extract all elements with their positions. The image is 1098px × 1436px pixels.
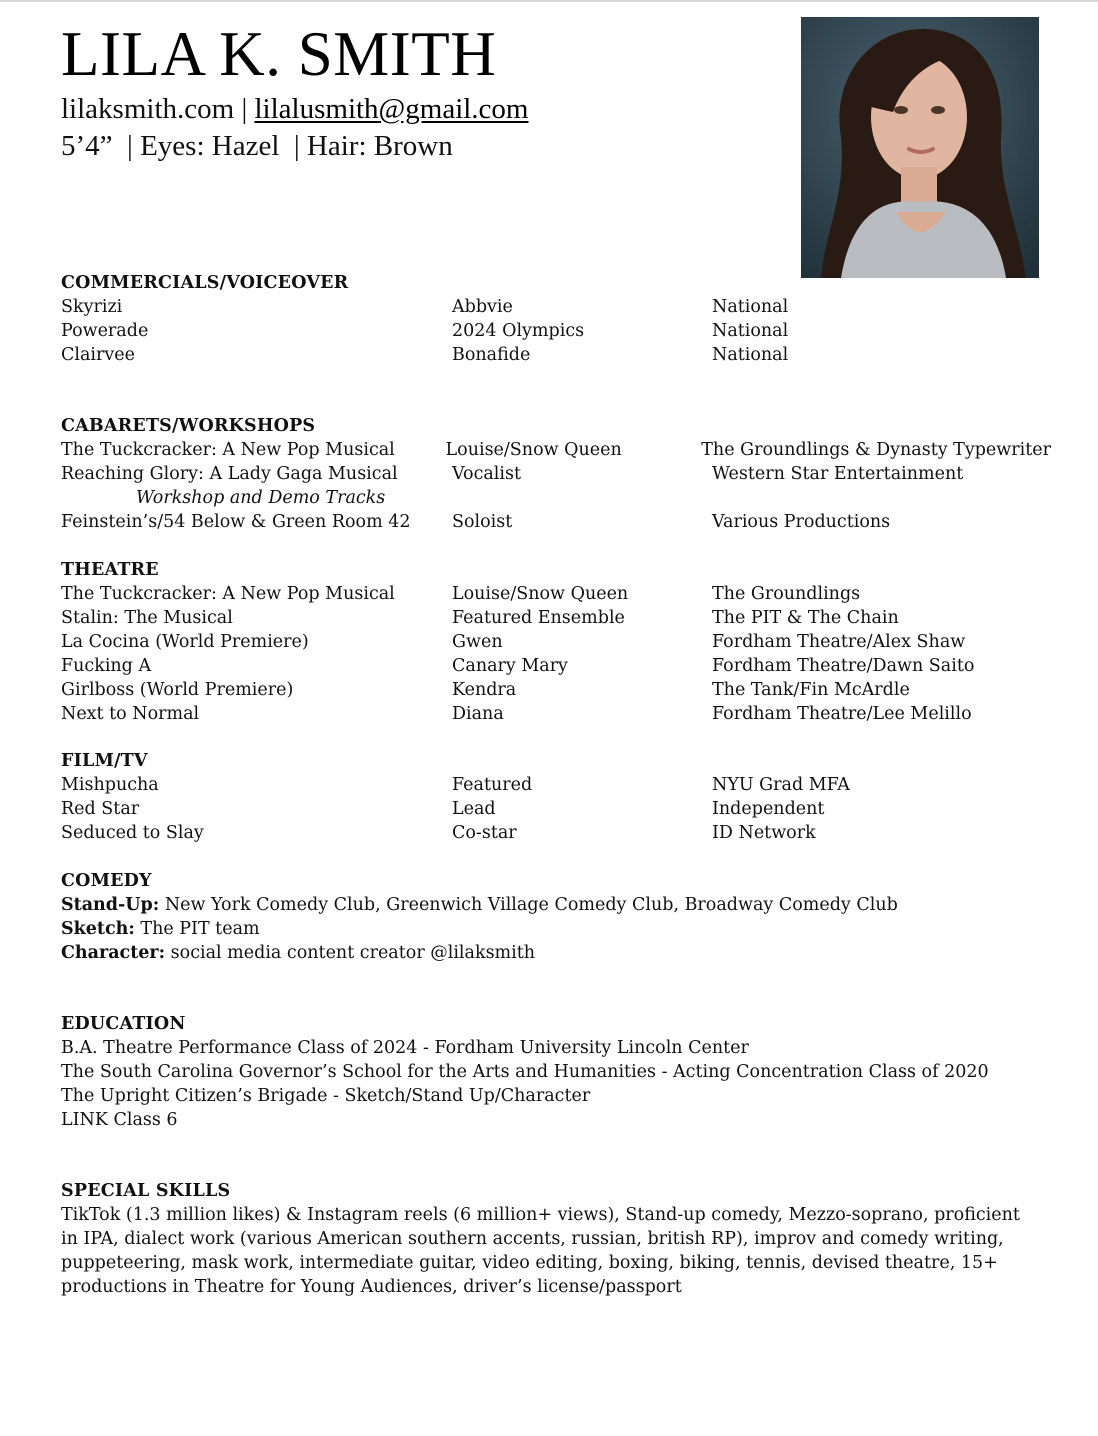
table-row — [61, 702, 1051, 726]
credit-title: Seduced to Slay — [61, 823, 204, 843]
headshot-photo — [801, 17, 1039, 278]
credit-title: Girlboss (World Premiere) — [61, 680, 294, 700]
comedy-item — [61, 941, 1051, 965]
credit-role: Bonafide — [452, 345, 531, 365]
commercials-heading: COMMERCIALS/VOICEOVER — [61, 273, 349, 293]
table-row — [61, 821, 1051, 845]
credit-company: NYU Grad MFA — [712, 775, 850, 795]
credit-title: La Cocina (World Premiere) — [61, 632, 309, 652]
cabarets-section — [61, 414, 1051, 534]
table-row — [61, 462, 1051, 486]
credit-role: Featured — [452, 775, 533, 795]
contact-line — [61, 92, 529, 126]
credit-title: The Tuckcracker: A New Pop Musical — [61, 584, 395, 604]
education-section — [61, 1012, 1051, 1132]
credit-title: Red Star — [61, 799, 140, 819]
credit-title: Powerade — [61, 321, 149, 341]
theatre-section — [61, 558, 1051, 726]
comedy-label: Character: — [61, 943, 166, 963]
comedy-text: New York Comedy Club, Greenwich Village Comedy Club, Broadway Comedy Club — [159, 895, 898, 915]
credit-role: Louise/Snow Queen — [445, 440, 622, 460]
credit-title: Clairvee — [61, 345, 135, 365]
cabarets-heading: CABARETS/WORKSHOPS — [61, 416, 316, 436]
film-section — [61, 749, 1051, 845]
skills-text: TikTok (1.3 million likes) & Instagram reels (6 million+ views), Stand-up comedy, Mezzo-soprano, proficient in IPA, dialect work (various American southern accents, russian, british RP), improv and comedy writing, puppeteering, mask work, intermediate guitar, video editing, boxing, biking, tennis, devised theatre, 15+ productions in Theatre for Young Audiences, driver’s license/passport — [61, 1205, 1020, 1297]
table-row — [61, 654, 1051, 678]
education-line: LINK Class 6 — [61, 1110, 178, 1130]
credit-role: 2024 Olympics — [452, 321, 585, 341]
headshot-image — [801, 17, 1039, 278]
credit-company: Fordham Theatre/Alex Shaw — [712, 632, 966, 652]
credit-company: Fordham Theatre/Dawn Saito — [712, 656, 975, 676]
credit-company: National — [712, 297, 789, 317]
table-row — [61, 319, 1051, 343]
table-row — [61, 295, 1051, 319]
education-line: The South Carolina Governor’s School for the Arts and Humanities - Acting Concentration Class of 2020 — [61, 1062, 989, 1082]
top-divider — [0, 0, 1098, 2]
credit-company: National — [712, 345, 789, 365]
email-link[interactable]: lilalusmith@gmail.com — [254, 93, 529, 125]
comedy-text: The PIT team — [134, 919, 260, 939]
table-row — [61, 773, 1051, 797]
theatre-heading: THEATRE — [61, 560, 159, 580]
credit-title: Reaching Glory: A Lady Gaga Musical — [61, 464, 398, 484]
skills-heading: SPECIAL SKILLS — [61, 1181, 231, 1201]
credit-role: Lead — [452, 799, 496, 819]
credit-company: Various Productions — [712, 512, 891, 532]
credit-company: The Groundlings & Dynasty Typewriter — [701, 440, 1051, 460]
credit-role: Diana — [452, 704, 504, 724]
credit-role: Featured Ensemble — [452, 608, 625, 628]
commercials-section — [61, 271, 1051, 367]
film-heading: FILM/TV — [61, 751, 148, 771]
credit-title: Skyrizi — [61, 297, 123, 317]
physical-stats: 5’4” | Eyes: Hazel | Hair: Brown — [61, 130, 453, 162]
comedy-label: Stand-Up: — [61, 895, 160, 915]
credit-company: The Groundlings — [712, 584, 861, 604]
credit-role: Louise/Snow Queen — [452, 584, 629, 604]
credit-company: National — [712, 321, 789, 341]
credit-title: The Tuckcracker: A New Pop Musical — [61, 440, 395, 460]
credit-title: Feinstein’s/54 Below & Green Room 42 — [61, 512, 411, 532]
comedy-section — [61, 869, 1051, 965]
contact-separator: | — [234, 93, 255, 125]
credit-title: Next to Normal — [61, 704, 200, 724]
comedy-text: social media content creator @lilaksmith — [165, 943, 536, 963]
credit-role: Soloist — [452, 512, 513, 532]
credit-company: ID Network — [712, 823, 816, 843]
credit-company: Western Star Entertainment — [712, 464, 964, 484]
credit-company: The Tank/Fin McArdle — [712, 680, 910, 700]
education-line: The Upright Citizen’s Brigade - Sketch/Stand Up/Character — [61, 1086, 591, 1106]
table-row — [61, 510, 1051, 534]
comedy-item — [61, 893, 1051, 917]
education-line: B.A. Theatre Performance Class of 2024 - Fordham University Lincoln Center — [61, 1038, 749, 1058]
actor-name: LILA K. SMITH — [61, 19, 497, 89]
credit-title: Stalin: The Musical — [61, 608, 233, 628]
credit-role: Co-star — [452, 823, 517, 843]
table-row — [61, 438, 1051, 462]
comedy-item — [61, 917, 1051, 941]
credit-title: Fucking A — [61, 656, 152, 676]
credit-note: Workshop and Demo Tracks — [136, 488, 386, 508]
table-row — [61, 678, 1051, 702]
comedy-label: Sketch: — [61, 919, 135, 939]
skills-section — [61, 1179, 1051, 1299]
table-row — [61, 630, 1051, 654]
credit-company: The PIT & The Chain — [712, 608, 899, 628]
table-row — [61, 797, 1051, 821]
table-row — [61, 606, 1051, 630]
credit-title: Mishpucha — [61, 775, 159, 795]
table-row — [61, 582, 1051, 606]
website-text: lilaksmith.com — [61, 93, 235, 125]
comedy-heading: COMEDY — [61, 871, 152, 891]
credit-company: Independent — [712, 799, 825, 819]
table-row-note — [61, 486, 1051, 510]
table-row — [61, 343, 1051, 367]
credit-role: Vocalist — [452, 464, 522, 484]
education-heading: EDUCATION — [61, 1014, 186, 1034]
credit-role: Canary Mary — [452, 656, 568, 676]
credit-role: Abbvie — [452, 297, 513, 317]
credit-company: Fordham Theatre/Lee Melillo — [712, 704, 972, 724]
credit-role: Kendra — [452, 680, 517, 700]
credit-role: Gwen — [452, 632, 503, 652]
